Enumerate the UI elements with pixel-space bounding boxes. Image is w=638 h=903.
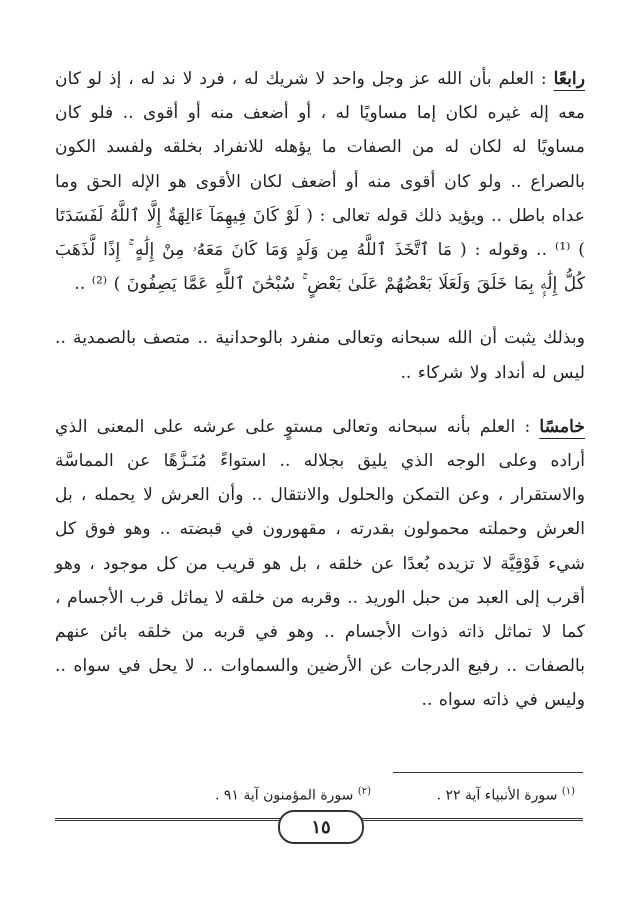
paragraph-lead-fifth: خامسًا <box>539 416 585 437</box>
footnote-1-marker: (١) <box>561 786 575 797</box>
footnote-1 <box>437 786 575 804</box>
paragraph-fourth <box>55 62 585 301</box>
paragraph-text-fifth: : العلم بأنه سبحانه وتعالى مستوٍ على عرشه على المعنى الذي أراده وعلى الوجه الذي يليق بجلاله .. استواءً مُنَـزَّهًا عن المماسَّة والاستقرار ، وعن التمكن والحلول والانتقال .. وأن العرش لا يحمله ، بل العرش وحملته محمولون بقدرته ، مقهورون في قبضته .. وهو فوق كل شيء فَوْقِيَّة لا تزيده بُعدًا عن خلقه ، بل هو قريب من كل موجود ، وهو أقرب إلى العبد من حبل الوريد .. وقربه من خلقه لا يماثل قرب الأجسام ، كما لا تماثل ذاته ذوات الأجسام .. وهو في قربه من خلقه بائن عنهم بالصفات .. رفيع الدرجات عن الأرضين والسماوات .. لا يحل في سواه .. وليس في ذاته سواه .. <box>55 416 585 711</box>
paragraph-fifth <box>55 410 585 718</box>
footnote-2-text: سورة المؤمنون آية ٩١ . <box>215 787 358 804</box>
paragraph-text-fourth: : العلم بأن الله عز وجل واحد لا شريك له ، فرد لا ند له ، إذ لو كان معه إله غيره لكان إما مساويًا له ، أو أضعف منه أو أقوى .. فلو كان مساويًا له لكان له من الصفات ما يؤهله للانفراد بخلقه ولفسد الكون بالصراع .. ولو كان أقوى منه أو أضعف لكان الأقوى هو الإله الحق وما عداه باطل .. ويؤيد ذلك قوله تعالى : ( لَوْ كَانَ فِيهِمَآ ءَالِهَةٌ إِلَّا ٱللَّهُ لَفَسَدَتَا ) ⁽¹⁾ .. وقوله : ( مَا ٱتَّخَذَ ٱللَّهُ مِن وَلَدٍ وَمَا كَانَ مَعَهُۥ مِنْ إِلَٰهٍ ۚ إِذًا لَّذَهَبَ كُلُّ إِلَٰهٍۭ بِمَا خَلَقَ وَلَعَلَا بَعْضُهُمْ عَلَىٰ بَعْضٍ ۚ سُبْحَٰنَ ٱللَّهِ عَمَّا يَصِفُونَ ) ⁽²⁾ .. <box>55 69 585 295</box>
footnote-divider <box>393 772 583 773</box>
footnote-1-text: سورة الأنبياء آية ٢٢ . <box>436 787 562 804</box>
footnote-2-marker: (٢) <box>357 786 372 797</box>
page-number: ١٥ <box>311 816 331 838</box>
page-body <box>55 62 585 718</box>
footnotes <box>55 786 583 804</box>
footnote-2 <box>215 786 371 804</box>
paragraph-lead-fourth: رابعًا <box>553 69 585 89</box>
paragraph-text-conclusion: وبذلك يثبت أن الله سبحانه وتعالى منفرد بالوحدانية .. متصف بالصمدية .. ليس له أنداد ولا شركاء .. <box>55 328 585 383</box>
page-number-badge <box>278 810 364 844</box>
paragraph-conclusion <box>55 321 585 389</box>
